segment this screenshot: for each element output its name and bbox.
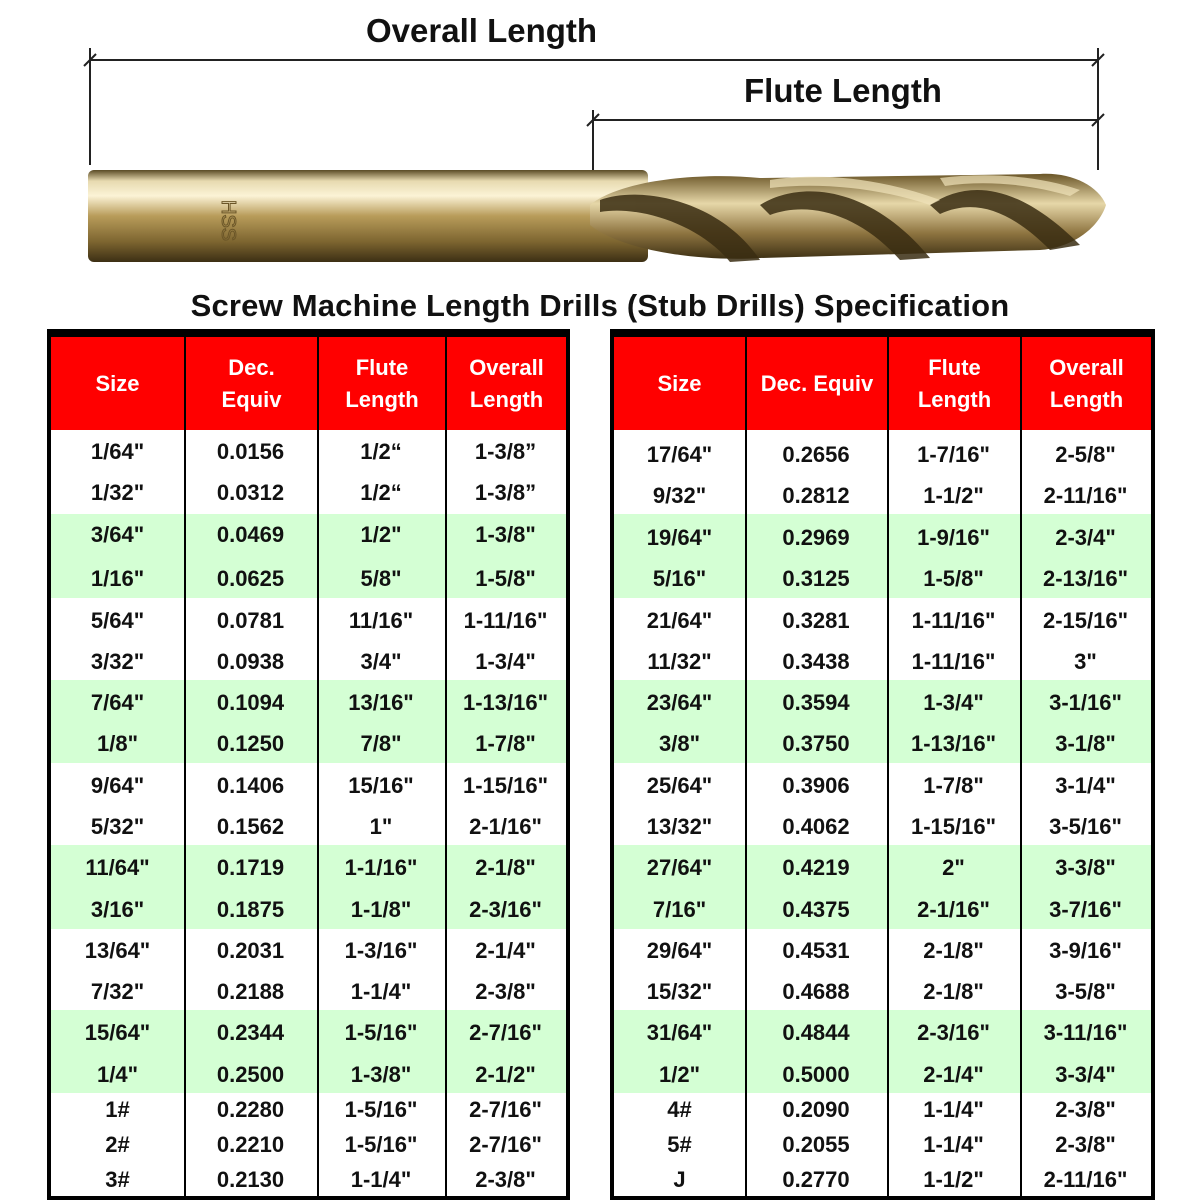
table-cell: 15/16" — [348, 773, 414, 798]
table-cell: 1/16" — [90, 566, 145, 591]
table-cell: 1-3/8" — [475, 522, 536, 547]
table-cell: 0.3125 — [782, 566, 850, 591]
table-cell: 9/32" — [652, 483, 707, 508]
table-cell: 1-3/4" — [475, 649, 536, 674]
table-cell: 2-7/16" — [469, 1020, 542, 1045]
table-cell: 0.0469 — [216, 522, 285, 547]
table-cell: 0.1875 — [216, 897, 285, 922]
table-cell: 0.3594 — [782, 690, 850, 715]
table-cell: 3-9/16" — [1049, 938, 1122, 963]
table-cell: 3/8" — [658, 731, 700, 756]
table-cell: 1/4" — [96, 1062, 138, 1087]
table-cell: 31/64" — [646, 1020, 713, 1045]
table-cell: 0.2656 — [782, 442, 850, 467]
table-cell: 3-11/16" — [1043, 1020, 1128, 1045]
table-cell: 2-5/8" — [1055, 442, 1116, 467]
table-cell: 1-3/8" — [350, 1062, 412, 1087]
table-cell: 3/64" — [90, 522, 145, 547]
column-header: Size — [614, 337, 745, 430]
table-cell: 0.3750 — [782, 731, 850, 756]
table-cell: 0.4062 — [782, 814, 850, 839]
table-cell: 2-1/16" — [469, 814, 542, 839]
table-cell: 0.1406 — [216, 773, 285, 798]
table-cell: 0.2770 — [782, 1167, 850, 1192]
table-cell: 2-13/16" — [1042, 566, 1129, 591]
table-cell: 0.0312 — [216, 480, 285, 505]
table-cell: 2-1/4" — [923, 1062, 984, 1087]
shank-marking: HSS — [217, 200, 239, 242]
table-cell: 25/64" — [646, 773, 713, 798]
table-cell: 0.2031 — [216, 938, 285, 963]
table-cell: 1/64" — [90, 439, 145, 464]
table-cell: 7/8" — [360, 731, 402, 756]
table-cell: 2-15/16" — [1042, 608, 1129, 633]
table-cell: 0.0156 — [216, 439, 285, 464]
table-cell: 0.2344 — [216, 1020, 285, 1045]
column-header: Overall Length — [1022, 337, 1151, 430]
table-cell: 1/2“ — [360, 439, 402, 464]
table-cell: 2" — [942, 855, 965, 880]
table-cell: 0.4844 — [782, 1020, 850, 1045]
table-cell: 11/64" — [85, 855, 150, 880]
table-cell: 3-5/8" — [1055, 979, 1116, 1004]
table-cell: 0.1250 — [216, 731, 285, 756]
table-cell: 1/2" — [360, 522, 402, 547]
table-cell: 0.2500 — [216, 1062, 285, 1087]
table-cell: 1-11/16" — [911, 608, 996, 633]
table-cell: 5/16" — [652, 566, 707, 591]
table-cell: 3-7/16" — [1049, 897, 1122, 922]
table-cell: 2-3/8" — [1055, 1097, 1116, 1122]
table-cell: 2-3/16" — [469, 897, 542, 922]
table-cell: 3" — [1074, 649, 1097, 674]
table-cell: 11/32" — [647, 649, 712, 674]
table-cell: 0.3438 — [782, 649, 850, 674]
table-cell: 1/2" — [658, 1062, 700, 1087]
table-cell: 1-15/16" — [462, 773, 549, 798]
table-cell: 29/64" — [646, 938, 713, 963]
table-cell: 2-3/8" — [475, 1167, 536, 1192]
table-cell: J — [673, 1167, 686, 1192]
drill-shank — [88, 170, 648, 262]
table-cell: 1-3/16" — [344, 938, 418, 963]
table-cell: 1" — [369, 814, 393, 839]
spec-table-left — [47, 329, 570, 1200]
table-cell: 2-1/8" — [923, 938, 984, 963]
table-cell: 13/16" — [348, 690, 414, 715]
table-cell: 3/16" — [90, 897, 145, 922]
table-cell: 2-7/16" — [469, 1132, 542, 1157]
table-cell: 2-11/16" — [1043, 1167, 1128, 1192]
table-cell: 2-3/8" — [475, 979, 536, 1004]
table-cell: 1-5/8" — [923, 566, 984, 591]
table-cell: 1-7/8" — [475, 731, 536, 756]
table-cell: 1-5/16" — [344, 1132, 418, 1157]
table-cell: 1-11/16" — [911, 649, 996, 674]
table-cell: 2-1/4" — [475, 938, 536, 963]
table-cell: 0.2210 — [216, 1132, 285, 1157]
table-cell: 1-1/4" — [350, 1167, 412, 1192]
table-cell: 11/16" — [348, 608, 414, 633]
table-cell: 1-15/16" — [910, 814, 997, 839]
table-cell: 1-9/16" — [917, 525, 990, 550]
column-header: Flute Length — [889, 337, 1020, 430]
table-cell: 2-1/8" — [923, 979, 984, 1004]
table-cell: 1/32" — [90, 480, 145, 505]
column-header: Dec. Equiv — [186, 337, 317, 430]
table-cell: 2-3/8" — [1055, 1132, 1116, 1157]
table-cell: 2-1/16" — [917, 897, 990, 922]
spec-table-right — [610, 329, 1155, 1200]
table-cell: 0.2130 — [216, 1167, 285, 1192]
table-cell: 0.2090 — [782, 1097, 850, 1122]
table-cell: 1-5/16" — [344, 1097, 418, 1122]
table-cell: 1-1/8" — [350, 897, 412, 922]
table-cell: 0.0781 — [216, 608, 285, 633]
page-title: Screw Machine Length Drills (Stub Drills) Specification — [190, 288, 1010, 323]
table-cell: 1-5/16" — [344, 1020, 418, 1045]
table-cell: 0.1719 — [216, 855, 285, 880]
table-cell: 1-5/8" — [475, 566, 536, 591]
table-cell: 0.2055 — [782, 1132, 850, 1157]
table-cell: 1-3/8” — [474, 480, 537, 505]
table-cell: 3-3/8" — [1055, 855, 1116, 880]
table-cell: 1-13/16" — [462, 690, 549, 715]
table-cell: 4# — [667, 1097, 692, 1122]
table-cell: 19/64" — [646, 525, 713, 550]
table-cell: 7/64" — [90, 690, 145, 715]
table-cell: 21/64" — [646, 608, 713, 633]
table-cell: 1-7/8" — [923, 773, 984, 798]
table-cell: 2-3/4" — [1055, 525, 1116, 550]
table-cell: 2-11/16" — [1043, 483, 1128, 508]
table-cell: 0.2969 — [782, 525, 850, 550]
table-cell: 0.0938 — [216, 649, 285, 674]
table-cell: 3-1/16" — [1049, 690, 1122, 715]
table-cell: 1-7/16" — [917, 442, 990, 467]
table-cell: 2# — [105, 1132, 130, 1157]
table-cell: 1/2“ — [360, 480, 402, 505]
table-cell: 0.3906 — [782, 773, 850, 798]
table-cell: 0.2280 — [216, 1097, 285, 1122]
table-cell: 27/64" — [646, 855, 713, 880]
table-cell: 3/4" — [360, 649, 402, 674]
table-cell: 7/32" — [90, 979, 145, 1004]
table-cell: 0.1094 — [216, 690, 285, 715]
drill-diagram — [0, 0, 1200, 290]
table-cell: 1-13/16" — [910, 731, 997, 756]
table-cell: 1-1/2" — [923, 1167, 984, 1192]
table-cell: 1# — [105, 1097, 130, 1122]
table-cell: 3# — [105, 1167, 130, 1192]
table-cell: 17/64" — [646, 442, 713, 467]
table-cell: 15/64" — [84, 1020, 151, 1045]
table-cell: 7/16" — [652, 897, 707, 922]
column-header: Flute Length — [319, 337, 445, 430]
table-cell: 1-1/4" — [923, 1097, 984, 1122]
column-header: Overall Length — [447, 337, 566, 430]
table-cell: 2-3/16" — [917, 1020, 990, 1045]
table-cell: 5/64" — [90, 608, 145, 633]
table-cell: 2-1/2" — [475, 1062, 536, 1087]
table-cell: 5/8" — [360, 566, 402, 591]
table-cell: 9/64" — [90, 773, 145, 798]
table-cell: 1-1/4" — [923, 1132, 984, 1157]
table-cell: 1-1/2" — [923, 483, 984, 508]
table-cell: 2-1/8" — [475, 855, 536, 880]
table-cell: 1/8" — [96, 731, 138, 756]
flute-length-dimension — [587, 110, 1104, 170]
table-cell: 23/64" — [646, 690, 713, 715]
table-cell: 13/64" — [84, 938, 151, 963]
table-cell: 0.2812 — [782, 483, 850, 508]
table-cell: 5/32" — [90, 814, 145, 839]
table-cell: 2-7/16" — [469, 1097, 542, 1122]
table-cell: 3-1/4" — [1055, 773, 1116, 798]
table-cell: 0.4688 — [782, 979, 850, 1004]
table-cell: 1-3/4" — [923, 690, 984, 715]
table-cell: 0.0625 — [216, 566, 285, 591]
table-cell: 0.4531 — [782, 938, 850, 963]
table-cell: 3/32" — [90, 649, 145, 674]
flute-length-label: Flute Length — [744, 72, 942, 109]
column-header: Size — [51, 337, 184, 430]
table-cell: 1-11/16" — [463, 608, 548, 633]
table-cell: 0.3281 — [782, 608, 850, 633]
drill-bit-illustration — [0, 0, 1200, 290]
table-cell: 0.4219 — [782, 855, 850, 880]
table-cell: 0.2188 — [216, 979, 285, 1004]
table-cell: 0.5000 — [782, 1062, 850, 1087]
table-cell: 13/32" — [646, 814, 713, 839]
table-cell: 1-1/16" — [344, 855, 418, 880]
table-cell: 1-1/4" — [350, 979, 412, 1004]
column-header: Dec. Equiv — [747, 337, 887, 430]
table-cell: 15/32" — [646, 979, 713, 1004]
table-cell: 3-3/4" — [1055, 1062, 1116, 1087]
table-cell: 1-3/8” — [474, 439, 537, 464]
table-cell: 3-1/8" — [1055, 731, 1116, 756]
table-cell: 0.1562 — [216, 814, 285, 839]
table-cell: 5# — [667, 1132, 692, 1157]
table-cell: 3-5/16" — [1049, 814, 1122, 839]
table-cell: 0.4375 — [782, 897, 850, 922]
overall-length-label: Overall Length — [366, 12, 598, 49]
